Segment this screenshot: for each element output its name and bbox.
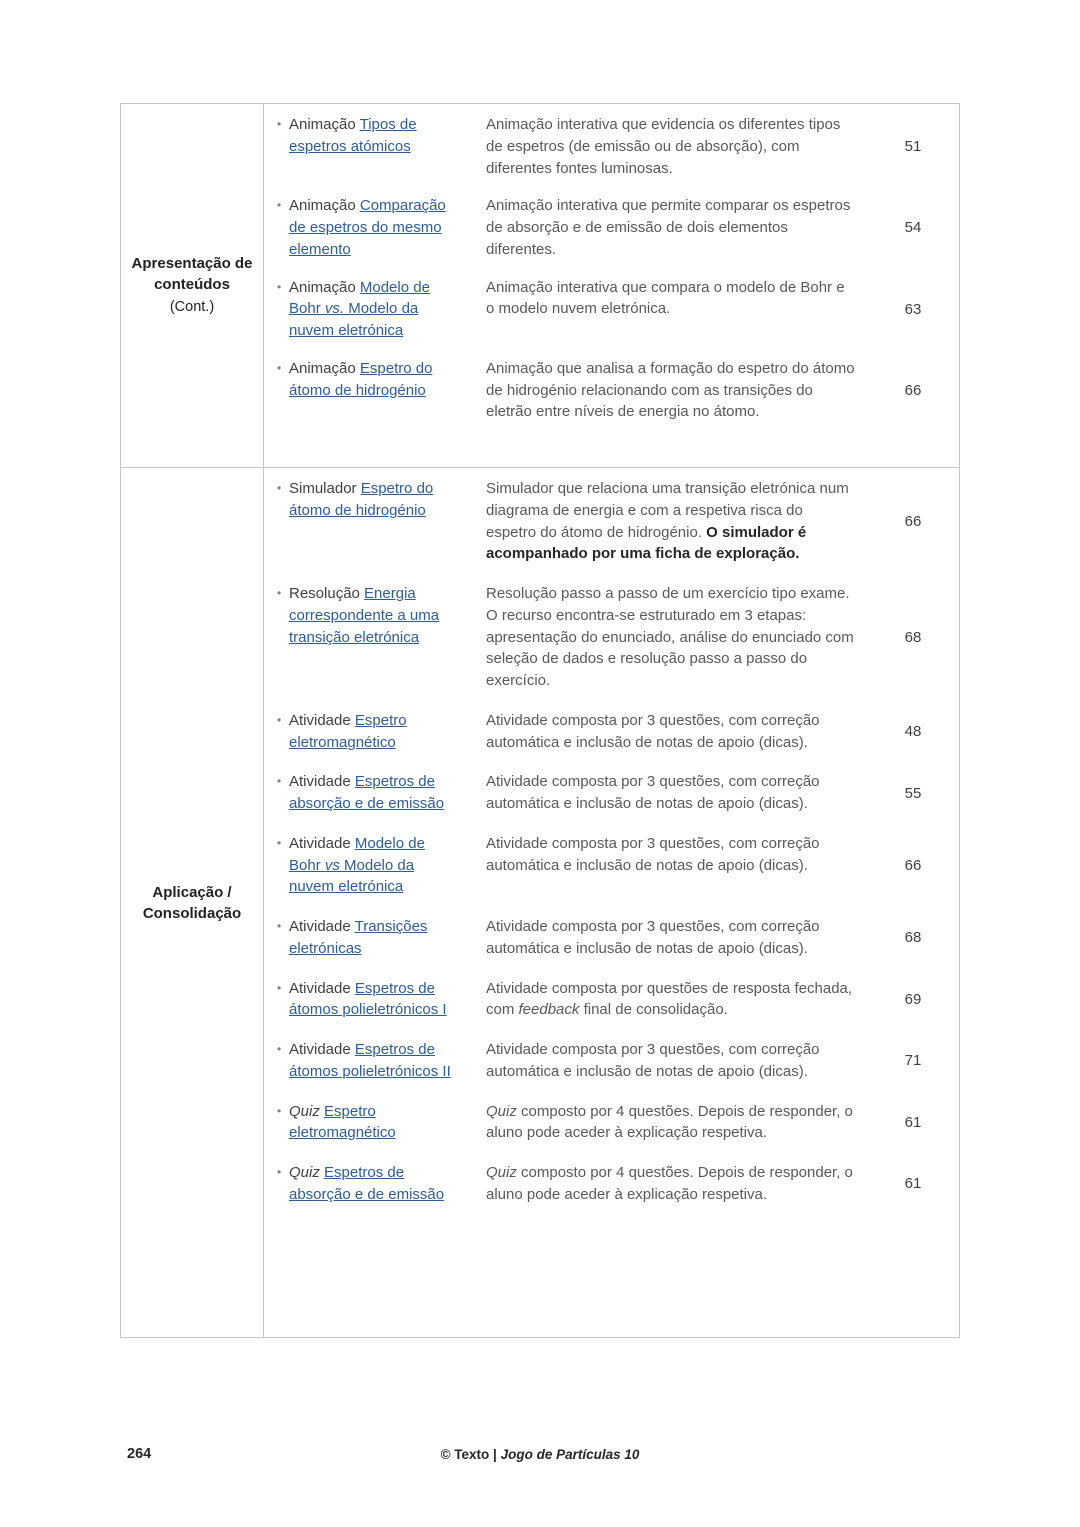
resource-page-number: 48 xyxy=(904,723,922,740)
resource-link[interactable]: Espetros de átomos polieletrónicos II xyxy=(289,1041,451,1080)
bullet-icon: • xyxy=(277,279,282,294)
resource-title-text: Animação Comparação de espetros do mesmo elemento xyxy=(289,197,446,258)
resource-link[interactable]: Espetro do átomo de hidrogénio xyxy=(289,480,434,519)
footer-page-number: 264 xyxy=(127,1446,152,1462)
resource-title-text: Atividade Espetros de átomos polieletrónicos I xyxy=(289,979,447,1019)
resource-title xyxy=(277,277,460,342)
resource-link[interactable]: vs xyxy=(324,856,340,874)
resource-description: Atividade composta por 3 questões, com correção automática e inclusão de notas de apoio (dicas). xyxy=(486,918,820,957)
resource-page-number: 61 xyxy=(904,1175,922,1193)
resource-description: Animação interativa que evidencia os diferentes tipos de espetros (de emissão ou de absorção), com diferentes fontes luminosas. xyxy=(486,116,841,177)
resource-page-number: 66 xyxy=(904,513,922,530)
resource-title-text: Atividade Modelo de Bohr vs Modelo da nuvem eletrónica xyxy=(289,834,425,896)
resource-link[interactable]: Modelo de Bohr xyxy=(289,278,430,318)
resource-title-text: Animação Modelo de Bohr vs. Modelo da nuvem eletrónica xyxy=(289,278,430,339)
bullet-icon: • xyxy=(277,586,282,600)
resource-description: Atividade composta por 3 questões, com correção automática e inclusão de notas de apoio (dicas). xyxy=(486,773,820,812)
resource-link[interactable]: Comparação de espetros do mesmo elemento xyxy=(289,197,446,258)
resource-link[interactable]: Modelo da nuvem eletrónica xyxy=(289,856,415,896)
section-apresentacao-de-conteudos xyxy=(121,104,959,468)
resource-description: Simulador que relaciona uma transição eletrónica num diagrama de energia e com a respetiva risca do espetro do átomo de hidrogénio. O simulador é acompanhado por uma ficha de exploração. xyxy=(486,480,849,563)
resource-page-number: 66 xyxy=(904,856,922,874)
section-items xyxy=(264,104,959,467)
resource-title-text: Atividade Transições eletrónicas xyxy=(289,918,428,957)
resource-row xyxy=(264,277,959,342)
resource-title xyxy=(277,1101,460,1145)
resource-row xyxy=(264,195,959,260)
section-label-cell xyxy=(121,104,264,467)
resource-title-text: Atividade Espetros de átomos polieletrónicos II xyxy=(289,1041,451,1080)
resource-link[interactable]: Transições eletrónicas xyxy=(289,918,428,957)
resource-page-number: 51 xyxy=(904,138,922,156)
resource-title-text: Atividade Espetros de absorção e de emissão xyxy=(289,773,445,812)
section-label-continuation: (Cont.) xyxy=(169,299,215,316)
resource-title xyxy=(277,1039,460,1083)
resource-title xyxy=(277,916,460,960)
resource-row xyxy=(264,710,959,754)
resource-link[interactable]: Espetros de absorção e de emissão xyxy=(289,1164,445,1203)
resource-page-number: 66 xyxy=(904,381,922,399)
resource-title-text: Resolução Energia correspondente a uma transição eletrónica xyxy=(289,585,440,646)
resource-title-text: Quiz Espetros de absorção e de emissão xyxy=(289,1164,445,1203)
bullet-icon: • xyxy=(277,1042,282,1056)
resource-row xyxy=(264,771,959,815)
bullet-icon: • xyxy=(277,117,282,131)
resource-description: Atividade composta por 3 questões, com correção automática e inclusão de notas de apoio (dicas). xyxy=(486,834,820,874)
resource-title xyxy=(277,358,460,423)
bullet-icon: • xyxy=(277,481,282,495)
page-footer xyxy=(120,1446,960,1468)
resource-title xyxy=(277,833,460,898)
resource-title-text: Animação Tipos de espetros atómicos xyxy=(289,116,417,155)
resource-row xyxy=(264,358,959,423)
resource-row xyxy=(264,916,959,960)
resource-description: Atividade composta por 3 questões, com correção automática e inclusão de notas de apoio (dicas). xyxy=(486,1041,820,1080)
resource-page-number: 55 xyxy=(904,784,922,802)
bullet-icon: • xyxy=(277,198,282,213)
resource-description: Quiz composto por 4 questões. Depois de responder, o aluno pode aceder à explicação respetiva. xyxy=(486,1102,853,1142)
resource-row xyxy=(264,978,959,1022)
resource-description: Atividade composta por questões de resposta fechada, com feedback final de consolidação. xyxy=(486,979,853,1019)
resource-title-text: Atividade Espetro eletromagnético xyxy=(289,711,407,751)
resource-row xyxy=(264,114,959,179)
resource-title xyxy=(277,771,460,815)
resource-row xyxy=(264,1162,959,1206)
resource-page-number: 63 xyxy=(904,300,922,318)
bullet-icon: • xyxy=(277,1103,282,1118)
resource-title xyxy=(277,710,460,754)
resource-description: Animação que analisa a formação do espetro do átomo de hidrogénio relacionando com as transições do eletrão entre níveis de energia no átomo. xyxy=(486,359,855,421)
resource-row xyxy=(264,478,959,565)
resource-description: Animação interativa que permite comparar os espetros de absorção e de emissão de dois elementos diferentes. xyxy=(486,197,851,258)
bullet-icon: • xyxy=(277,919,282,933)
resource-title xyxy=(277,583,460,692)
bullet-icon: • xyxy=(277,1165,282,1179)
resource-link[interactable]: Espetro eletromagnético xyxy=(289,1102,396,1142)
resource-row xyxy=(264,833,959,898)
resources-table xyxy=(120,103,960,1338)
resource-title-text: Simulador Espetro do átomo de hidrogénio xyxy=(289,480,434,519)
resource-title xyxy=(277,195,460,260)
section-items xyxy=(264,468,959,1337)
resource-row xyxy=(264,583,959,692)
resource-title xyxy=(277,114,460,179)
resource-page-number: 68 xyxy=(904,628,922,646)
resource-link[interactable]: Espetros de átomos polieletrónicos I xyxy=(289,979,447,1019)
resource-page-number: 71 xyxy=(904,1052,922,1070)
resource-title-text: Quiz Espetro eletromagnético xyxy=(289,1102,396,1142)
resource-page-number: 68 xyxy=(904,929,922,947)
bullet-icon: • xyxy=(277,980,282,995)
resource-description: Resolução passo a passo de um exercício tipo exame. O recurso encontra-se estruturado em 3 etapas: apresentação do enunciado, análise do enunciado com seleção de dados e resolução passo a passo do exercício. xyxy=(486,585,854,689)
section-aplicacao-consolidacao xyxy=(121,468,959,1337)
resource-title xyxy=(277,1162,460,1206)
resource-description: Atividade composta por 3 questões, com correção automática e inclusão de notas de apoio (dicas). xyxy=(486,711,820,751)
resource-description: Animação interativa que compara o modelo de Bohr e o modelo nuvem eletrónica. xyxy=(486,278,845,318)
resource-link[interactable]: Espetro eletromagnético xyxy=(289,711,407,751)
resource-title xyxy=(277,478,460,565)
bullet-icon: • xyxy=(277,712,282,727)
resource-row xyxy=(264,1101,959,1145)
bullet-icon: • xyxy=(277,835,282,850)
resource-description: Quiz composto por 4 questões. Depois de responder, o aluno pode aceder à explicação respetiva. xyxy=(486,1164,853,1203)
resource-link[interactable]: Espetros de absorção e de emissão xyxy=(289,773,445,812)
resource-page-number: 61 xyxy=(904,1113,922,1131)
resource-page-number: 54 xyxy=(904,219,922,237)
section-label: Aplicação / Consolidação xyxy=(142,883,242,922)
resource-row xyxy=(264,1039,959,1083)
resource-link[interactable]: Energia correspondente a uma transição eletrónica xyxy=(289,585,440,646)
footer-credit: © Texto | Jogo de Partículas 10 xyxy=(440,1447,640,1462)
resource-link[interactable]: Tipos de espetros atómicos xyxy=(289,116,417,155)
resource-title-text: Animação Espetro do átomo de hidrogénio xyxy=(289,359,433,399)
resource-link[interactable]: Modelo da nuvem eletrónica xyxy=(289,300,419,339)
resource-page-number: 69 xyxy=(904,990,922,1008)
bullet-icon: • xyxy=(277,774,282,789)
section-label: Apresentação de conteúdos xyxy=(131,255,253,294)
resource-title xyxy=(277,978,460,1022)
resource-link[interactable]: Modelo de Bohr xyxy=(289,834,425,874)
bullet-icon: • xyxy=(277,360,282,375)
section-label-cell xyxy=(121,468,264,1337)
resource-link[interactable]: vs. xyxy=(324,300,345,318)
resource-link[interactable]: Espetro do átomo de hidrogénio xyxy=(289,359,433,399)
